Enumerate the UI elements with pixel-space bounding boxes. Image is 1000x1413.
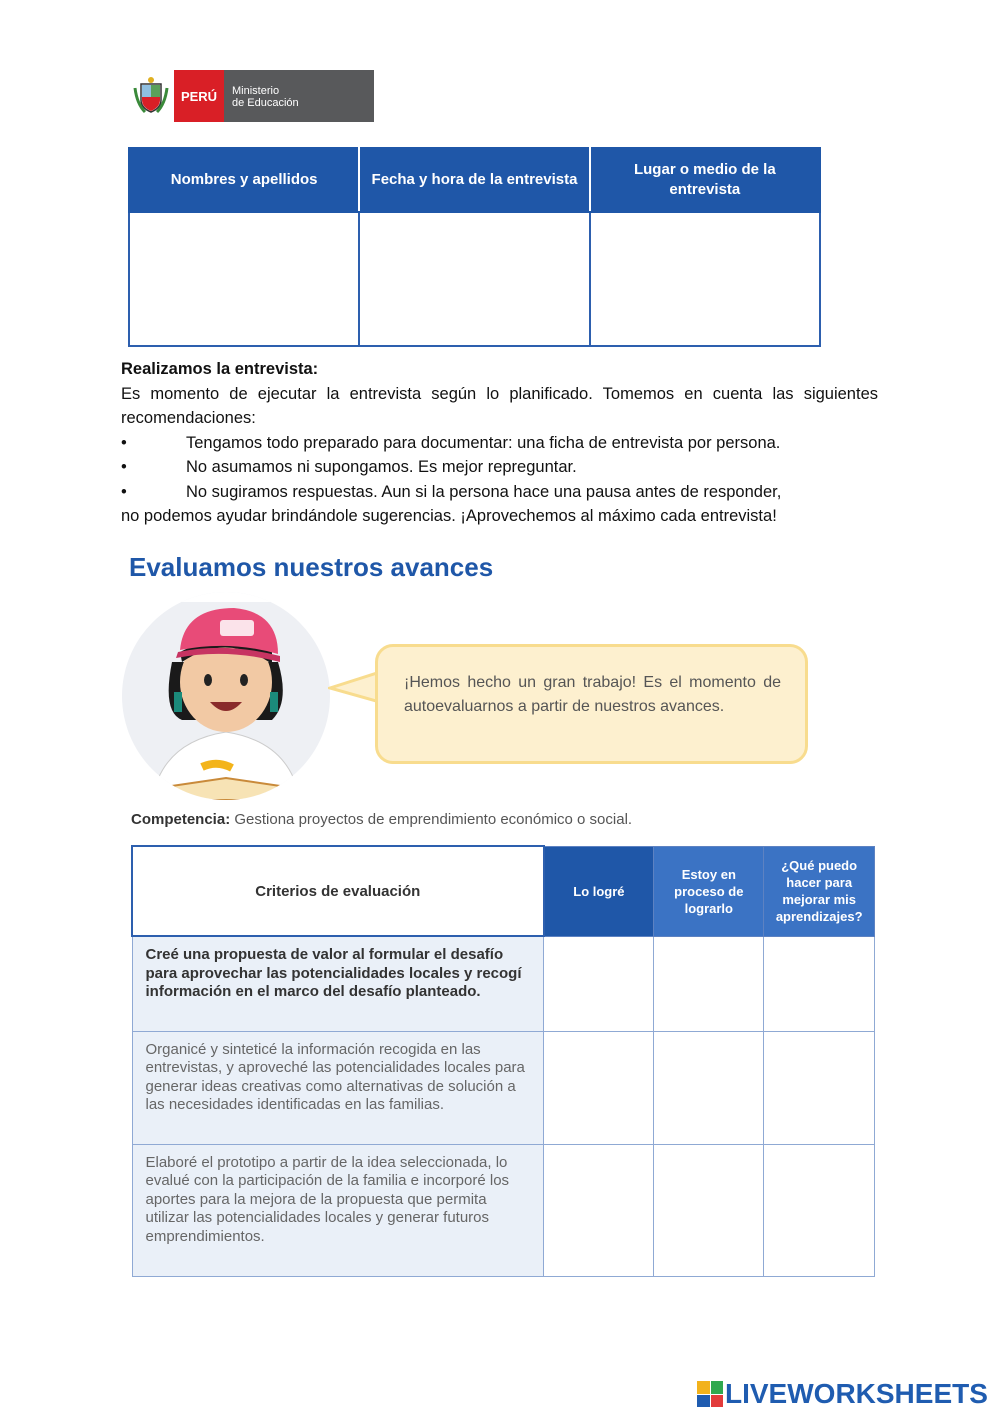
in-progress-cell[interactable] [654,1144,764,1276]
interview-header-place: Lugar o medio de la entrevista [590,148,820,212]
interview-intro: Es momento de ejecutar la entrevista según lo planificado. Tomemos en cuenta las siguientes recomendaciones: [121,384,878,427]
speech-bubble [375,644,808,764]
bullet-text: No sugiramos respuestas. Aun si la persona hace una pausa antes de responder, [186,482,782,501]
in-progress-cell[interactable] [654,1031,764,1144]
interview-cell-date[interactable] [359,212,589,346]
competence-text: Gestiona proyectos de emprendimiento económico o social. [234,811,633,828]
list-item [121,455,878,480]
bullet-symbol: • [121,433,127,452]
criterion-text: Creé una propuesta de valor al formular el desafío para aprovechar las potencialidades locales y recogí información en el marco del desafío planteado. [132,936,544,1031]
bullet-symbol: • [121,458,127,476]
interview-instructions [121,357,878,529]
improve-cell[interactable] [764,936,875,1031]
table-row [132,936,875,1031]
ministry-logo [128,70,374,122]
competence-line [131,811,632,828]
interview-heading: Realizamos la entrevista: [121,360,319,378]
criterion-text: Organicé y sinteticé la información recogida en las entrevistas, y aproveché las potencialidades locales para generar ideas creativas como alternativas de solución a las necesidades identificadas en las familias. [132,1031,544,1144]
achieved-header: Lo logré [544,846,654,936]
competence-label: Competencia: [131,811,231,828]
ministry-line1: Ministerio [232,85,280,97]
improve-header: ¿Qué puedo hacer para mejorar mis aprendizajes? [764,846,875,936]
coat-of-arms-icon [128,70,174,122]
speech-bubble-tail [328,668,380,708]
list-item [121,480,878,505]
criteria-table [131,845,875,1277]
interview-header-date: Fecha y hora de la entrevista [359,148,589,212]
table-row [132,1144,875,1276]
girl-illustration [122,592,330,800]
speech-text: ¡Hemos hecho un gran trabajo! Es el momento de autoevaluarnos a partir de nuestros avances. [404,674,781,715]
peru-label: PERÚ [174,70,224,122]
bullet-text: No asumamos ni supongamos. Es mejor repreguntar. [186,458,577,476]
achieved-cell[interactable] [544,936,654,1031]
liveworksheets-logo [697,1378,988,1410]
in-progress-cell[interactable] [654,936,764,1031]
criteria-header: Criterios de evaluación [132,846,544,936]
interview-cell-names[interactable] [129,212,359,346]
section-title: Evaluamos nuestros avances [129,552,494,582]
liveworksheets-text: LIVEWORKSHEETS [725,1378,988,1409]
interview-table [128,147,821,347]
interview-cell-place[interactable] [590,212,820,346]
table-row [132,1031,875,1144]
criterion-text: Elaboré el prototipo a partir de la idea seleccionada, lo evalué con la participación de la familia e incorporé los aportes para la mejora de la propuesta que permita utilizar las potencialidades locales y generar futuros emprendimientos. [132,1144,544,1276]
bullet-text: Tengamos todo preparado para documentar: una ficha de entrevista por persona. [186,433,781,452]
achieved-cell[interactable] [544,1144,654,1276]
improve-cell[interactable] [764,1031,875,1144]
achieved-cell[interactable] [544,1031,654,1144]
ministry-label [224,70,374,122]
liveworksheets-icon [697,1381,723,1407]
bullet-symbol: • [121,482,127,501]
interview-header-names: Nombres y apellidos [129,148,359,212]
interview-closing: no podemos ayudar brindándole sugerencias. ¡Aprovechemos al máximo cada entrevista! [121,507,777,525]
list-item [121,431,878,456]
ministry-line2: de Educación [232,97,299,109]
improve-cell[interactable] [764,1144,875,1276]
in-progress-header: Estoy en proceso de lograrlo [654,846,764,936]
